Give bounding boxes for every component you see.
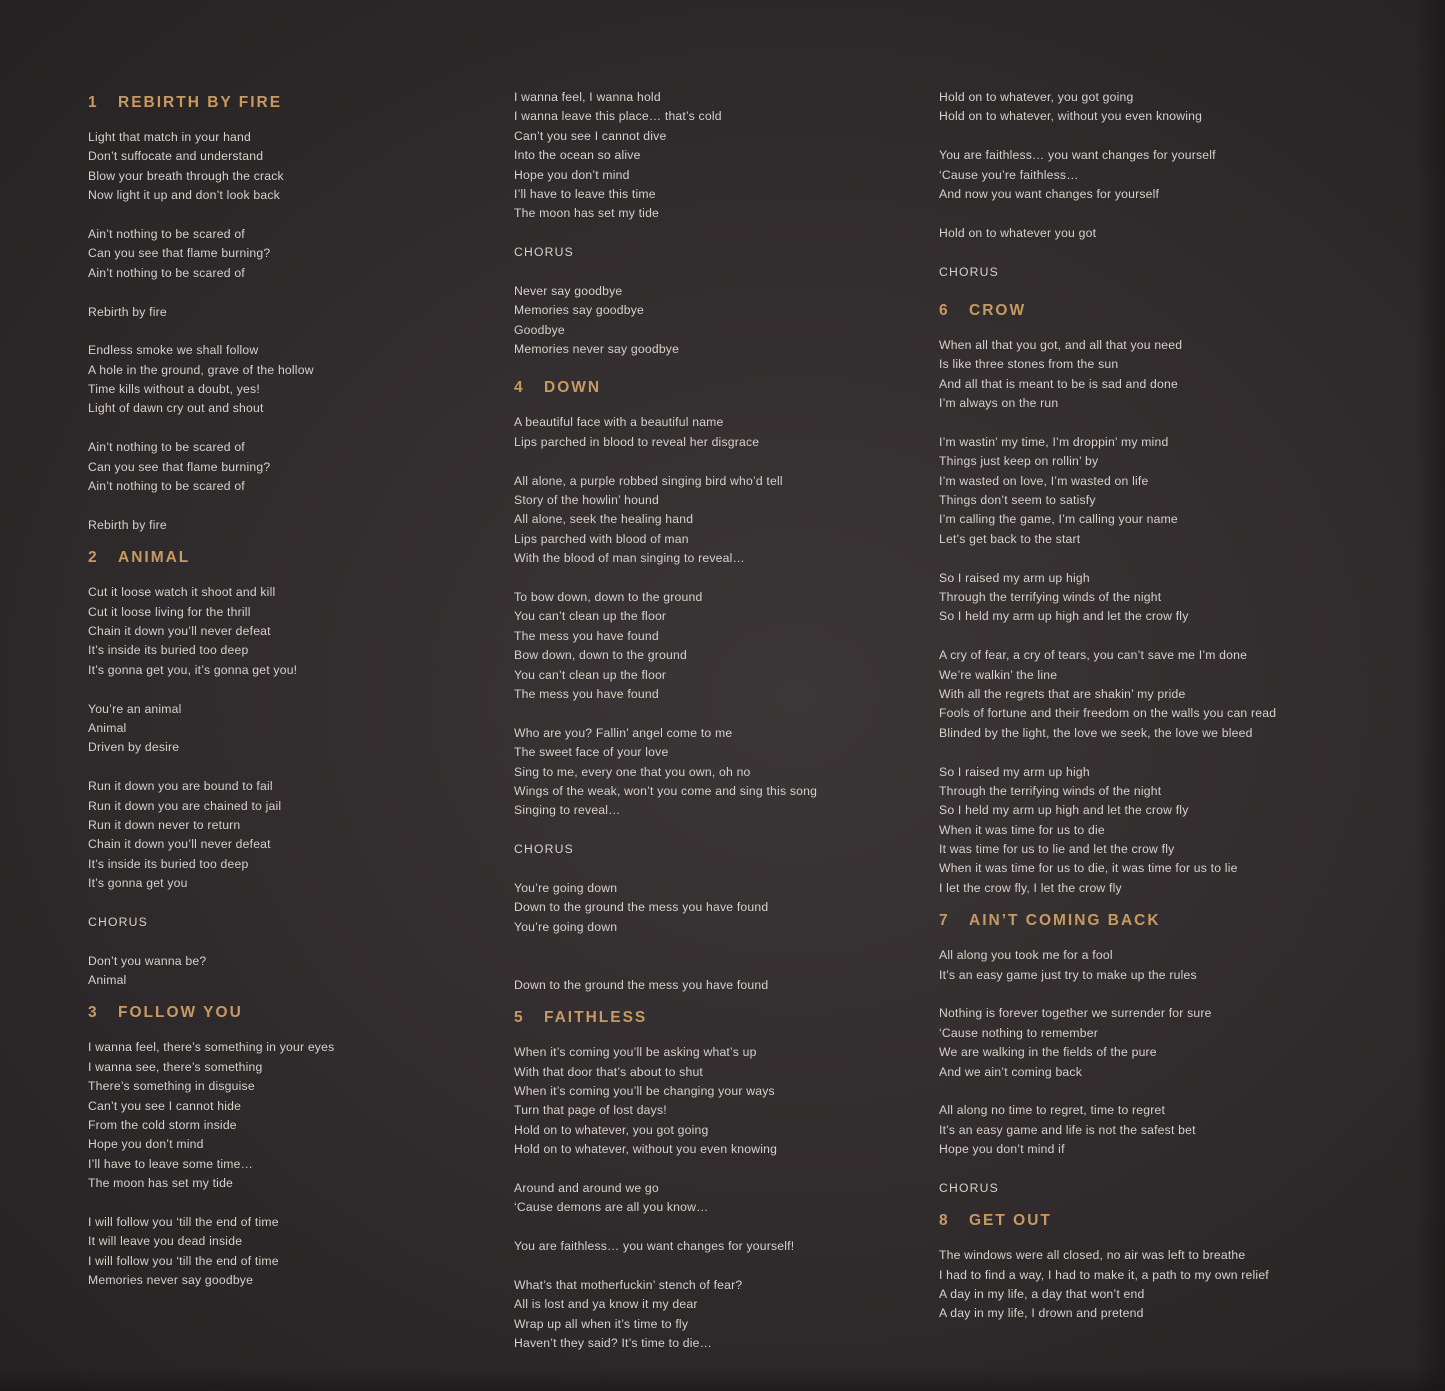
lyric-line: Hope you don’t mind if	[939, 1142, 1065, 1157]
lyric-line: The mess you have found	[514, 628, 659, 643]
lyric-line: Hold on to whatever, without you even knowing	[514, 1142, 778, 1157]
stanza-gap	[88, 206, 488, 225]
lyric-line: I’m always on the run	[939, 396, 1059, 411]
song-title: 7 AIN’T COMING BACK	[939, 912, 1161, 930]
lyric-line: Story of the howlin’ hound	[514, 493, 659, 508]
lyric-line: So I held my arm up high and let the crow fly	[939, 803, 1189, 818]
stanza-gap	[514, 859, 914, 878]
lyric-line: When it’s coming you’ll be asking what’s up	[514, 1045, 757, 1060]
lyric-line: It’s inside its buried too deep	[88, 856, 249, 871]
stanza-gap	[939, 127, 1409, 146]
lyric-line: Sing to me, every one that you own, oh no	[514, 764, 751, 779]
lyric-line: You’re an animal	[88, 701, 182, 716]
lyric-line: You can’t clean up the floor	[514, 609, 667, 624]
lyric-line: Can’t you see I cannot dive	[514, 128, 667, 143]
lyric-line: Nothing is forever together we surrender for sure	[939, 1006, 1212, 1021]
stanza-gap	[939, 743, 1409, 762]
lyric-line: I’ll have to leave some time…	[88, 1156, 253, 1171]
lyric-line: Hold on to whatever, you got going	[939, 90, 1134, 104]
sleeve-edge-right	[1415, 0, 1445, 1391]
lyric-line: A hole in the ground, grave of the hollow	[88, 362, 314, 377]
lyric-line: We are walking in the fields of the pure	[939, 1045, 1157, 1060]
lyric-line: And all that is meant to be is sad and done	[939, 376, 1178, 391]
column-3	[939, 88, 1409, 1324]
lyric-line: And we ain’t coming back	[939, 1064, 1082, 1079]
lyric-line: Can you see that flame burning?	[88, 246, 271, 261]
stanza-gap	[88, 932, 488, 951]
lyric-line: The moon has set my tide	[88, 1176, 234, 1191]
lyric-line: Light of dawn cry out and shout	[88, 401, 264, 416]
lyric-line: It’s inside its buried too deep	[88, 643, 249, 658]
lyric-line: ‘Cause nothing to remember	[939, 1025, 1098, 1040]
lyric-line: Through the terrifying winds of the night	[939, 589, 1162, 604]
song-lyrics	[939, 946, 1409, 1198]
lyric-line: Memories never say goodbye	[514, 342, 680, 357]
lyric-line: It’s gonna get you, it’s gonna get you!	[88, 662, 298, 677]
lyric-line: I let the crow fly, I let the crow fly	[939, 880, 1122, 895]
lyric-line: Hold on to whatever, without you even knowing	[939, 109, 1203, 124]
lyric-line: Ain’t nothing to be scared of	[88, 479, 245, 494]
chorus-marker: CHORUS	[514, 245, 575, 260]
stanza-gap	[88, 283, 488, 302]
lyric-line: Cut it loose watch it shoot and kill	[88, 585, 276, 600]
lyric-line: Things just keep on rollin’ by	[939, 454, 1099, 469]
stanza-gap	[939, 549, 1409, 568]
lyric-line: It’s an easy game and life is not the safest bet	[939, 1122, 1196, 1137]
song-lyrics	[939, 1246, 1409, 1324]
stanza-gap	[88, 322, 488, 341]
lyric-line: With that door that’s about to shut	[514, 1064, 704, 1079]
lyric-line: Is like three stones from the sun	[939, 357, 1119, 372]
song-lyrics	[514, 1043, 914, 1353]
stanza-gap	[88, 496, 488, 515]
stanza-gap	[939, 1160, 1409, 1179]
lyric-line: With the blood of man singing to reveal…	[514, 551, 745, 566]
song-lyrics	[88, 1038, 488, 1290]
lyric-line: Ain’t nothing to be scared of	[88, 265, 245, 280]
lyric-line: Now light it up and don’t look back	[88, 188, 280, 203]
lyric-line: I wanna leave this place… that’s cold	[514, 109, 722, 124]
stanza-gap	[514, 1160, 914, 1179]
lyric-line: Hope you don’t mind	[88, 1137, 204, 1152]
song-lyrics	[88, 583, 488, 990]
lyric-line: I had to find a way, I had to make it, a path to my own relief	[939, 1267, 1269, 1282]
stanza-gap	[514, 224, 914, 243]
lyric-line: It’s an easy game just try to make up the rules	[939, 967, 1197, 982]
stanza-gap	[514, 1218, 914, 1237]
lyric-line: Ain’t nothing to be scared of	[88, 226, 245, 241]
lyric-line: Don’t suffocate and understand	[88, 149, 264, 164]
song-title: 2 ANIMAL	[88, 549, 191, 567]
stanza-gap	[88, 680, 488, 699]
chorus-marker: CHORUS	[88, 914, 149, 929]
lyric-line: Wings of the weak, won’t you come and sing this song	[514, 783, 818, 798]
lyric-line: Turn that page of lost days!	[514, 1103, 667, 1118]
lyric-line: Chain it down you’ll never defeat	[88, 623, 271, 638]
stanza-gap	[514, 821, 914, 840]
lyric-line: Time kills without a doubt, yes!	[88, 382, 260, 397]
lyric-line: I’ll have to leave this time	[514, 186, 656, 201]
lyric-line: Who are you? Fallin’ angel come to me	[514, 725, 733, 740]
lyric-line: Hold on to whatever, you got going	[514, 1122, 709, 1137]
song-title: 6 CROW	[939, 301, 1027, 319]
lyric-line: Goodbye	[514, 322, 565, 337]
song-title: 5 FAITHLESS	[514, 1009, 648, 1027]
song-lyrics	[514, 413, 914, 995]
lyric-line: A day in my life, I drown and pretend	[939, 1306, 1144, 1321]
lyric-line: Driven by desire	[88, 740, 180, 755]
lyric-line: When it was time for us to die, it was time for us to lie	[939, 861, 1238, 876]
chorus-marker: CHORUS	[514, 842, 575, 857]
lyric-line: Wrap up all when it’s time to fly	[514, 1316, 689, 1331]
lyric-line: I will follow you ‘till the end of time	[88, 1214, 279, 1229]
lyric-line: Hope you don’t mind	[514, 167, 630, 182]
lyric-line: Memories never say goodbye	[88, 1273, 254, 1288]
chorus-marker: CHORUS	[939, 264, 1000, 279]
lyric-line: I wanna feel, there’s something in your eyes	[88, 1040, 335, 1055]
lyric-line: I’m wasted on love, I’m wasted on life	[939, 473, 1149, 488]
song-title: 8 GET OUT	[939, 1212, 1052, 1230]
stanza-gap	[88, 758, 488, 777]
lyric-line: You are faithless… you want changes for yourself!	[514, 1239, 795, 1254]
lyric-line: Hold on to whatever you got	[939, 225, 1097, 240]
stanza-gap	[514, 704, 914, 723]
song-lyrics	[939, 336, 1409, 898]
lyric-line: ‘Cause demons are all you know…	[514, 1200, 709, 1215]
lyric-line: Blow your breath through the crack	[88, 168, 284, 183]
column-2	[514, 88, 914, 1353]
lyric-line: Can you see that flame burning?	[88, 459, 271, 474]
lyric-line: Rebirth by fire	[88, 517, 167, 532]
lyric-line: Run it down never to return	[88, 817, 241, 832]
lyric-line: The windows were all closed, no air was left to breathe	[939, 1248, 1246, 1263]
lyric-line: So I raised my arm up high	[939, 764, 1090, 779]
chorus-marker: CHORUS	[939, 1180, 1000, 1195]
lyric-line: All alone, seek the healing hand	[514, 512, 694, 527]
lyric-line: Memories say goodbye	[514, 303, 644, 318]
lyric-line: We’re walkin’ the line	[939, 667, 1058, 682]
stanza-gap	[939, 204, 1409, 223]
lyric-line: All is lost and ya know it my dear	[514, 1297, 698, 1312]
lyric-line: All alone, a purple robbed singing bird who’d tell	[514, 473, 783, 488]
sleeve-edge-bottom	[0, 1367, 1445, 1391]
lyric-line: Haven’t they said? It’s time to die…	[514, 1336, 713, 1351]
lyric-line: Let’s get back to the start	[939, 531, 1081, 546]
column-1	[88, 88, 488, 1290]
lyric-line: Can’t you see I cannot hide	[88, 1098, 242, 1113]
lyric-line: Down to the ground the mess you have found	[514, 900, 769, 915]
lyric-line: Lips parched with blood of man	[514, 531, 689, 546]
song-lyrics-continued	[514, 88, 914, 359]
lyric-line: From the cold storm inside	[88, 1117, 237, 1132]
lyric-line: Around and around we go	[514, 1180, 659, 1195]
stanza-gap	[88, 419, 488, 438]
lyric-line: What’s that motherfuckin’ stench of fear?	[514, 1277, 743, 1292]
stanza-gap	[939, 413, 1409, 432]
song-title: 1 REBIRTH BY FIRE	[88, 94, 283, 111]
stanza-gap	[514, 263, 914, 282]
lyric-line: A cry of fear, a cry of tears, you can’t save me I’m done	[939, 648, 1248, 663]
lyric-line: I wanna see, there’s something	[88, 1059, 263, 1074]
lyric-line: I’m calling the game, I’m calling your name	[939, 512, 1178, 527]
lyric-line: Run it down you are chained to jail	[88, 798, 282, 813]
stanza-gap	[514, 452, 914, 471]
stanza-gap	[514, 569, 914, 588]
lyric-line: You can’t clean up the floor	[514, 667, 667, 682]
stanza-gap	[514, 937, 914, 956]
lyric-line: Through the terrifying winds of the night	[939, 783, 1162, 798]
lyric-line: A beautiful face with a beautiful name	[514, 415, 724, 430]
song-title: 4 DOWN	[514, 379, 602, 397]
lyric-line: So I held my arm up high and let the crow fly	[939, 609, 1189, 624]
lyric-line: Bow down, down to the ground	[514, 648, 687, 663]
lyric-line: Rebirth by fire	[88, 304, 167, 319]
lyric-line: You’re going down	[514, 919, 618, 934]
lyric-line: Down to the ground the mess you have found	[514, 977, 769, 992]
song-title: 3 FOLLOW YOU	[88, 1004, 243, 1022]
lyric-line: Cut it loose living for the thrill	[88, 604, 251, 619]
lyric-line: Into the ocean so alive	[514, 148, 641, 163]
lyric-line: And now you want changes for yourself	[939, 186, 1160, 201]
lyric-line: The sweet face of your love	[514, 745, 669, 760]
lyric-line: ‘Cause you’re faithless…	[939, 167, 1079, 182]
lyric-line: When it was time for us to die	[939, 822, 1105, 837]
lyric-line: I wanna feel, I wanna hold	[514, 90, 661, 104]
lyric-line: Never say goodbye	[514, 283, 623, 298]
lyric-line: The mess you have found	[514, 686, 659, 701]
song-lyrics-continued	[939, 88, 1409, 282]
lyric-line: Things don’t seem to satisfy	[939, 493, 1096, 508]
lyric-line: So I raised my arm up high	[939, 570, 1090, 585]
stanza-gap	[939, 243, 1409, 262]
lyric-line: Don’t you wanna be?	[88, 953, 207, 968]
lyric-line: Run it down you are bound to fail	[88, 779, 273, 794]
lyric-line: You’re going down	[514, 880, 618, 895]
lyric-line: All along no time to regret, time to regret	[939, 1103, 1166, 1118]
lyric-line: Endless smoke we shall follow	[88, 343, 259, 358]
lyric-line: Lips parched in blood to reveal her disgrace	[514, 434, 760, 449]
lyric-line: Ain’t nothing to be scared of	[88, 440, 245, 455]
lyric-line: Animal	[88, 720, 127, 735]
lyric-line: I will follow you ‘till the end of time	[88, 1253, 279, 1268]
stanza-gap	[514, 1256, 914, 1275]
stanza-gap	[88, 1194, 488, 1213]
stanza-gap	[939, 1082, 1409, 1101]
lyric-line: There’s something in disguise	[88, 1079, 255, 1094]
stanza-gap	[939, 627, 1409, 646]
lyric-line: Chain it down you’ll never defeat	[88, 837, 271, 852]
lyric-line: You are faithless… you want changes for yourself	[939, 148, 1216, 163]
stanza-gap	[514, 956, 914, 975]
stanza-gap	[88, 893, 488, 912]
lyric-line: I’m wastin’ my time, I’m droppin’ my mind	[939, 434, 1169, 449]
lyric-line: It was time for us to lie and let the crow fly	[939, 842, 1175, 857]
lyric-line: A day in my life, a day that won’t end	[939, 1287, 1145, 1302]
stanza-gap	[939, 985, 1409, 1004]
song-lyrics	[88, 128, 488, 535]
lyric-line: All along you took me for a fool	[939, 948, 1113, 963]
lyric-line: Light that match in your hand	[88, 130, 251, 144]
lyric-line: It will leave you dead inside	[88, 1234, 243, 1249]
lyric-line: To bow down, down to the ground	[514, 589, 703, 604]
lyric-line: The moon has set my tide	[514, 206, 660, 221]
lyric-line: It’s gonna get you	[88, 876, 188, 891]
lyric-line: Blinded by the light, the love we seek, the love we bleed	[939, 725, 1253, 740]
lyric-line: With all the regrets that are shakin’ my pride	[939, 686, 1186, 701]
lyric-line: When all that you got, and all that you need	[939, 337, 1183, 352]
lyric-line: Fools of fortune and their freedom on the walls you can read	[939, 706, 1277, 721]
lyric-line: Animal	[88, 973, 127, 988]
lyric-line: When it’s coming you’ll be changing your ways	[514, 1083, 775, 1098]
lyric-line: Singing to reveal…	[514, 803, 621, 818]
